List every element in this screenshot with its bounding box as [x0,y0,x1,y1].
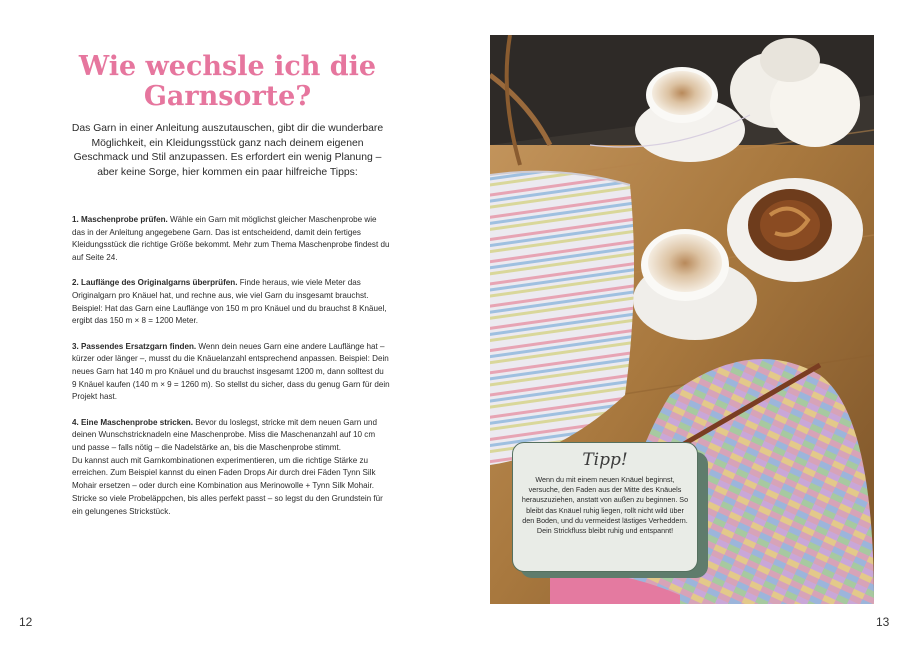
tip-heading: 4. Eine Maschenprobe stricken. [72,417,193,427]
tip-heading: 1. Maschenprobe prüfen. [72,215,168,224]
tip-item-1 [72,214,390,265]
intro-paragraph: Das Garn in einer Anleitung auszutauschen, gibt dir die wunderbare Möglichkeit, ein Kleidungsstück ganz nach deinem eigenen Geschmack und Stil anzupassen. Es erfordert ein wenig Planung – aber keine Sorge, hier kommen ein paar hilfreiche Tipps: [71,123,384,178]
tips-list [72,214,390,518]
tip-item-3 [72,341,390,405]
tip-item-4 [72,417,390,455]
tip-text: Bevor du loslegst, stricke mit dem neuen Garn und deinen Wunschstricknadeln eine Maschenprobe. Miss die Maschenanzahl auf 10 cm und passe – falls nötig – die Nadelstärke an, bis die Maschenprobe stimmt. [72,417,377,453]
tip-heading: 2. Lauflänge des Originalgarns überprüfen. [72,278,238,288]
tip-item-2 [72,277,390,328]
page-number-right: 13 [876,615,890,629]
tip-text: Finde heraus, wie viele Meter das Originalgarn pro Knäuel hat, und rechne aus, wie viel Garn du insgesamt brauchst. Beispiel: Hat das Garn eine Lauflänge von 150 m pro Knäuel und du brauchst 8 Knäuel, ergibt das 150 m × 8 = 1200 Meter. [72,278,387,326]
tip-item-4-extra-1: Du kannst auch mit Garnkombinationen experimentieren, um die richtige Stärke zu erreichen. Zum Beispiel kannst du einen Faden Drops Air durch drei Fäden Tynn Silk Mohair ersetzen – oder durch eine Kombination aus Merinowolle + Tynn Silk Mohair. [72,455,376,491]
tip-text: Wenn du mit einem neuen Knäuel beginnst, versuche, den Faden aus der Mitte des Knäuels herauszuziehen, anstatt von außen zu beginnen. So bleibt das Knäuel ruhig liegen, rollt nicht wild über den Boden, und du vermeidest lästiges Verheddern. Dein Strickfluss bleibt ruhig und entspannt! [521,475,689,536]
tip-heading: 3. Passendes Ersatzgarn finden. [72,341,197,351]
right-page [455,0,910,648]
page-title: Wie wechsle ich die Garnsorte? [78,51,377,112]
tip-title: Tipp! [582,450,628,470]
tip-text: Wenn dein neues Garn eine andere Lauflänge hat – kürzer oder länger –, musst du die Knäuelanzahl entsprechend anpassen. Beispiel: Dein neues Garn hat 140 m pro Knäuel und du brauchst insgesamt 1200 m, dann solltest du 9 Knäuel kaufen (140 m × 9 = 1260 m). So stellst du sicher, dass du genug Garn für dein Projekt hast. [72,341,390,402]
tip-text: Wähle ein Garn mit möglichst gleicher Maschenprobe wie das in der Anleitung angegebene Garn. Das ist entscheidend, damit dein fertiges Kleidungsstück die richtige Größe bekommt. Mehr zum Thema Maschenprobe findest du auf Seite 24. [72,215,390,263]
tip-item-4-extra-2: Stricke so viele Probeläppchen, bis alles perfekt passt – so legst du den Grundstein für ein gelungenes Strickstück. [72,493,383,516]
page-number-left: 12 [19,615,33,629]
tip-box [512,442,698,572]
